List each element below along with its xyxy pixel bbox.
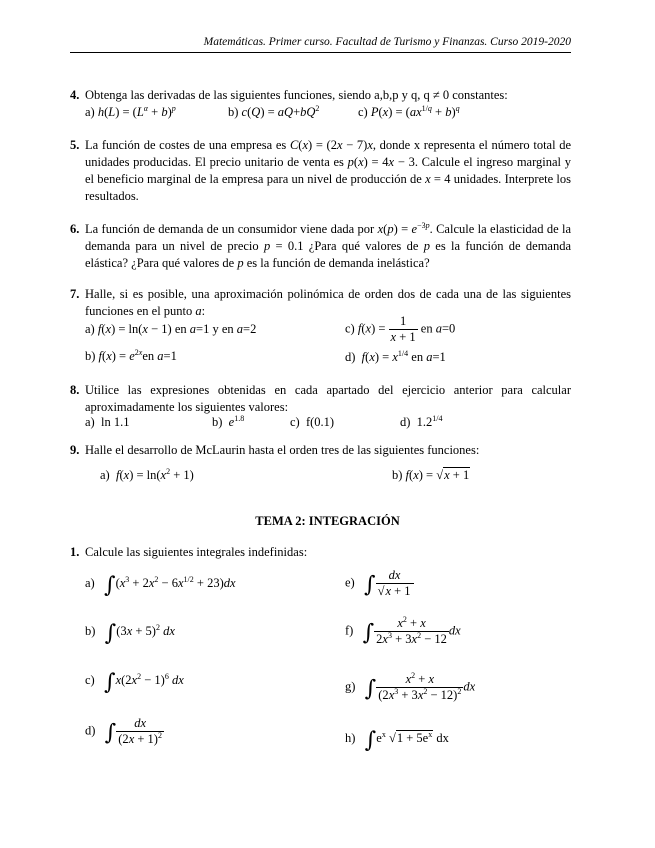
exercise-7-item-b: b) $f(x) = e^{2x}en$ a=1 <box>85 348 177 363</box>
integral-item-d: d) ∫ $\frac{dx}{(2x + 1)^2}$ <box>85 716 162 746</box>
exercise-9-item-b: b) f(x) = √x + 1 <box>392 468 470 482</box>
integral-item-f: f) ∫ $\frac{x^2 + x}{2x^3 + 3x^2 - 12}$ dx <box>345 615 461 646</box>
integral-item-c: c) $\int x(2x^2 - 1)^6$ dx <box>85 670 184 695</box>
exercise-7-item-d: d) $f(x) = x^{1/4}$ en a=1 <box>345 349 446 364</box>
exercise-4-statement: Obtenga las derivadas de las siguientes funciones, siendo a,b,p y q, q ≠ 0 constantes: <box>85 88 508 102</box>
exercise-6-number: 6. <box>70 222 80 236</box>
exercise-4-number: 4. <box>70 88 80 102</box>
integral-exercise-1-number: 1. <box>70 545 80 559</box>
exercise-7-number: 7. <box>70 287 80 301</box>
page-header: Matemáticas. Primer curso. Facultad de Turismo y Finanzas. Curso 2019-2020 <box>203 36 571 48</box>
exercise-5-text: La función de costes de una empresa es C(x) = (2x − 7)x, donde x representa el número total de unidades producidas. El precio unitario de venta es p(x) = 4x − 3. Calcule el ingreso marginal y el beneficio marginal de la empresa para un nivel de producción de x = 4 unidades. Interprete los resultados. <box>85 138 572 203</box>
exercise-6-text: La función de demanda de un consumidor viene dada por $x(p) = e^{-3p}$. Calcule la elasticidad de la demanda para un nivel de precio p = 0.1 ¿Para qué valores de p es la función de demanda elástica? ¿Para qué valores de p es la función de demanda inelástica? <box>85 221 572 270</box>
exercise-7-item-c: c) f(x) = $\frac{1}{x + 1}$ en a=0 <box>345 314 456 344</box>
exercise-8-number: 8. <box>70 383 80 397</box>
exercise-4-item-a: a) $h(L) = (L^\alpha + b)^p$ <box>85 104 176 119</box>
integral-item-a: a) $\int(x^3 + 2x^2 - 6x^{1/2} + 23)dx$ <box>85 573 236 598</box>
exercise-5-number: 5. <box>70 138 80 152</box>
exercise-8-item-a: a) ln 1.1 <box>85 415 130 429</box>
exercise-9-statement: Halle el desarrollo de McLaurin hasta el orden tres de las siguientes funciones: <box>85 443 480 457</box>
exercise-8-item-d: d) $1.2^{1/4}$ <box>400 414 443 429</box>
header-rule <box>70 52 571 53</box>
integral-item-h: h) $\int e^x$ $√1 + 5e^x$ dx <box>345 728 449 753</box>
exercise-8-text: Utilice las expresiones obtenidas en cada apartado del ejercicio anterior para calcular aproximadamente los siguientes valores: <box>85 383 571 414</box>
exercise-8-item-c: c) f(0.1) <box>290 415 335 429</box>
exercise-7-item-a: a) f(x) = ln(x − 1) en a=1 y en a=2 <box>85 322 257 336</box>
exercise-8-item-b: b) $e^{1.8}$ <box>212 414 245 429</box>
exercise-7-text: Halle, si es posible, una aproximación polinómica de orden dos de cada una de las siguientes funciones en el punto a: <box>85 287 571 318</box>
exercise-9-item-a: a) $f(x) = \ln(x^2 + 1)$ <box>100 467 194 482</box>
integral-item-b: b) $\int(3x + 5)^2$ dx <box>85 621 175 646</box>
integral-item-e: e) ∫ $\frac{dx}{√x + 1}$ <box>345 568 414 599</box>
exercise-4-item-b: b) $c(Q) = aQ+bQ^2$ <box>228 104 320 119</box>
exercise-4-item-c: c) $P(x) = (ax^{1/q} + b)^q$ <box>358 104 460 119</box>
section-heading: TEMA 2: INTEGRACIÓN <box>255 514 400 528</box>
integral-exercise-1-statement: Calcule las siguientes integrales indefinidas: <box>85 545 308 559</box>
integral-item-g: g) ∫ $\frac{x^2 + x}{(2x^3 + 3x^2 - 12)^2}$ dx <box>345 671 476 702</box>
exercise-9-number: 9. <box>70 443 80 457</box>
